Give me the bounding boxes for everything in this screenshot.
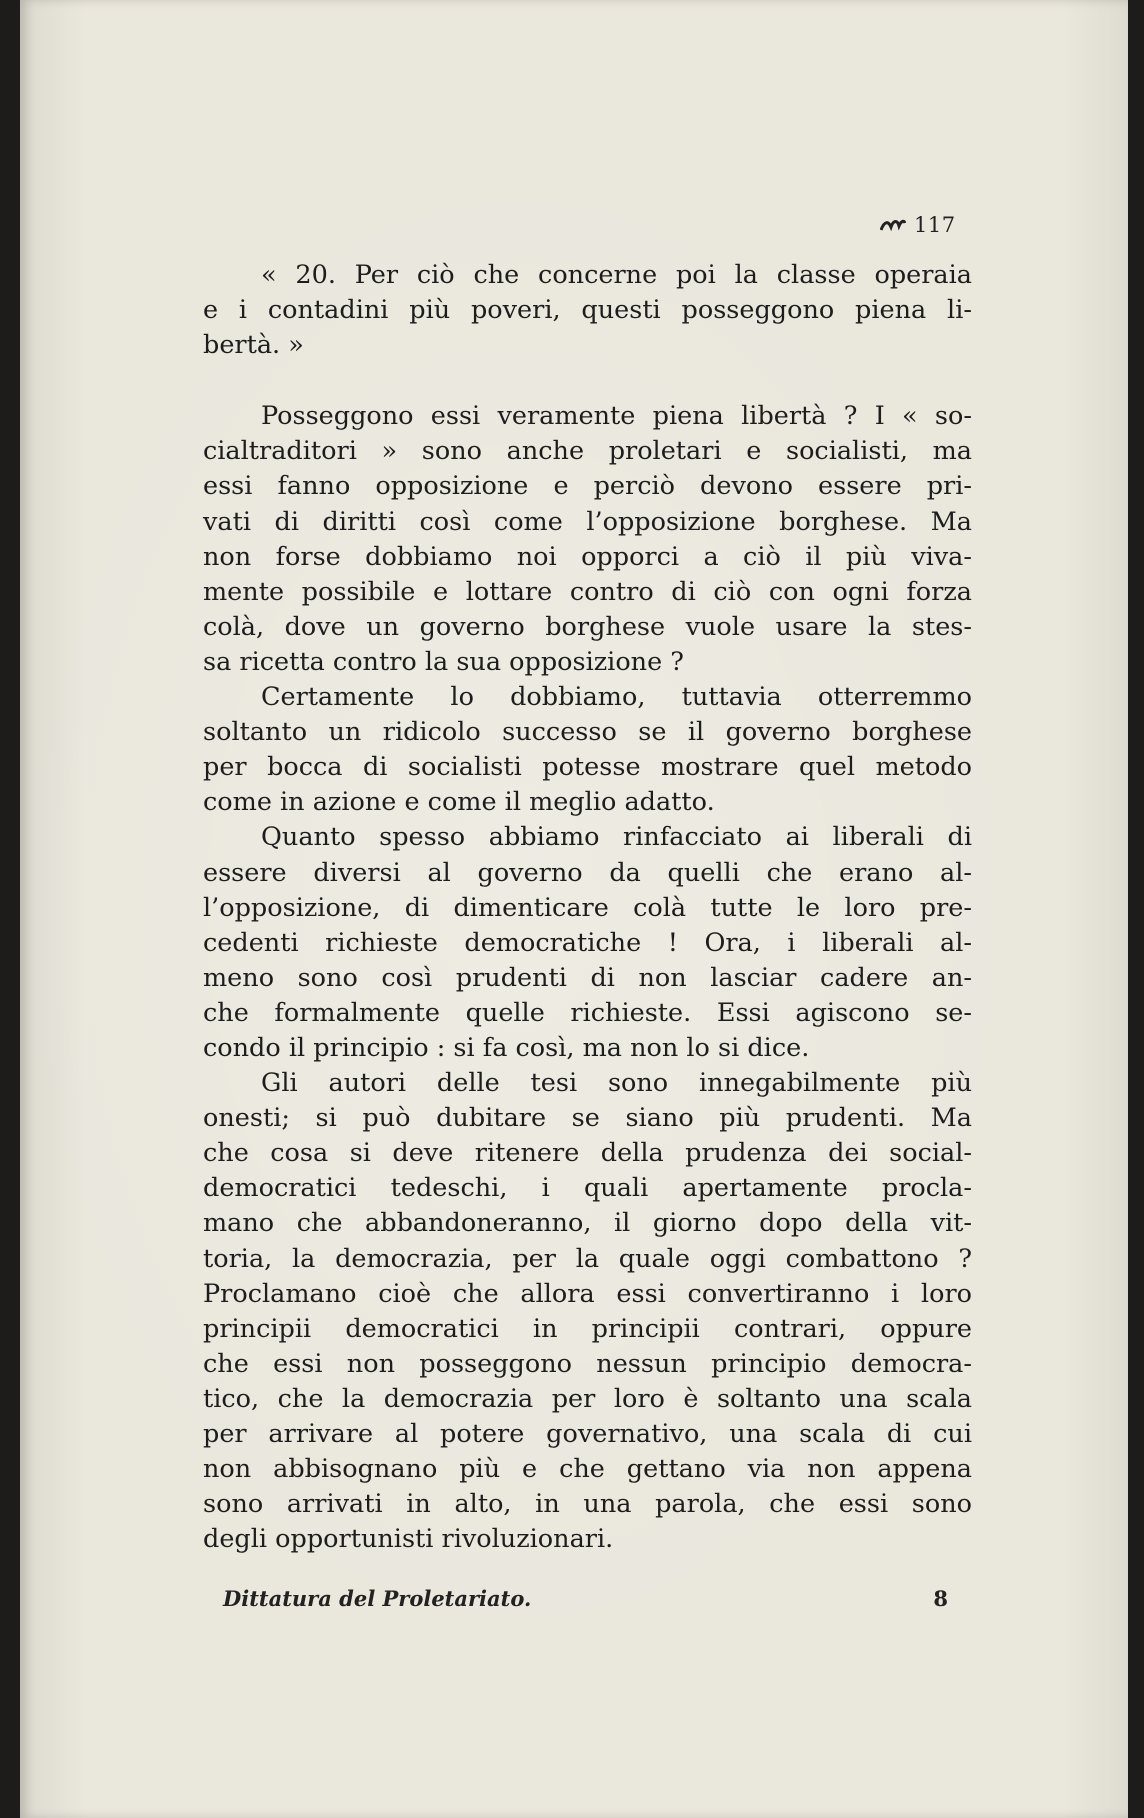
text-line: non abbisognano più e che gettano via non appena: [203, 1454, 972, 1485]
text-line: cialtraditori » sono anche proletari e socialisti, ma: [203, 436, 972, 467]
text-line: cedenti richieste democratiche ! Ora, i liberali al-: [203, 927, 972, 958]
text-line: bertà. »: [203, 330, 304, 361]
text-line: « 20. Per ciò che concerne poi la classe operaia: [261, 260, 972, 290]
text-line: l’opposizione, di dimenticare colà tutte le loro pre-: [203, 892, 972, 923]
paragraph: [203, 399, 972, 680]
text-line: essere diversi al governo da quelli che erano al-: [203, 857, 972, 888]
page-number: 117: [914, 213, 956, 237]
text-line: principii democratici in principii contrari, oppure: [203, 1313, 972, 1344]
text-line: Proclamano cioè che allora essi convertiranno i loro: [203, 1278, 972, 1309]
text-line: essi fanno opposizione e perciò devono essere pri-: [203, 471, 972, 502]
paragraph: [203, 1066, 972, 1557]
signature-mark: 8: [933, 1586, 948, 1611]
text-line: sono arrivati in alto, in una parola, che essi sono: [203, 1489, 972, 1520]
text-line: che cosa si deve ritenere della prudenza dei social-: [203, 1138, 972, 1169]
running-header: [880, 213, 956, 237]
text-line: Certamente lo dobbiamo, tuttavia otterremmo: [261, 682, 972, 713]
text-line: toria, la democrazia, per la quale oggi combattono ?: [203, 1243, 972, 1274]
text-line: mano che abbandoneranno, il giorno dopo della vit-: [203, 1208, 972, 1239]
text-line: degli opportunisti rivoluzionari.: [203, 1524, 614, 1555]
text-line: colà, dove un governo borghese vuole usare la stes-: [203, 611, 972, 642]
text-line: condo il principio : si fa così, ma non lo si dice.: [203, 1032, 810, 1063]
page-footer: [223, 1586, 948, 1611]
text-line: che formalmente quelle richieste. Essi agiscono se-: [203, 997, 972, 1028]
text-line: onesti; si può dubitare se siano più prudenti. Ma: [203, 1103, 972, 1134]
text-line: e i contadini più poveri, questi posseggono piena li-: [203, 295, 972, 326]
text-line: per arrivare al potere governativo, una scala di cui: [203, 1419, 972, 1449]
text-line: mente possibile e lottare contro di ciò con ogni forza: [203, 576, 972, 607]
text-line: soltanto un ridicolo successo se il governo borghese: [203, 717, 972, 748]
text-line: non forse dobbiamo noi opporci a ciò il più viva-: [203, 541, 972, 572]
text-line: per bocca di socialisti potesse mostrare quel metodo: [203, 752, 972, 783]
book-title: Dittatura del Proletariato.: [223, 1586, 532, 1611]
text-line: Posseggono essi veramente piena libertà ? I « so-: [261, 401, 972, 432]
text-line: democratici tedeschi, i quali apertamente procla-: [203, 1173, 972, 1204]
text-line: come in azione e come il meglio adatto.: [203, 787, 715, 818]
body-text: [203, 258, 972, 1557]
text-line: tico, che la democrazia per loro è soltanto una scala: [203, 1383, 972, 1414]
text-line: Gli autori delle tesi sono innegabilmente più: [261, 1068, 972, 1099]
paragraph-gap: [203, 363, 972, 399]
text-line: vati di diritti così come l’opposizione borghese. Ma: [203, 506, 972, 537]
paragraph: [203, 680, 972, 820]
book-page: [20, 0, 1128, 1818]
printer-ornament-icon: [880, 218, 906, 232]
text-line: che essi non posseggono nessun principio democra-: [203, 1348, 972, 1379]
text-line: meno sono così prudenti di non lasciar cadere an-: [203, 962, 972, 993]
paragraph: [203, 820, 972, 1066]
paragraph: [203, 258, 972, 363]
text-line: sa ricetta contro la sua opposizione ?: [203, 646, 684, 677]
text-line: Quanto spesso abbiamo rinfacciato ai liberali di: [261, 822, 972, 853]
